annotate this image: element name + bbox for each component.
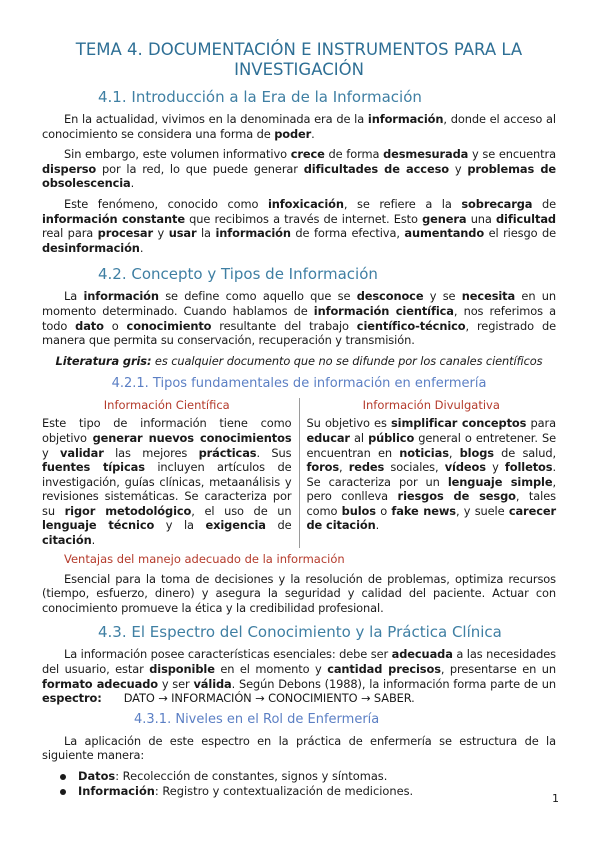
text-run: a las necesidades del usuario, estar xyxy=(42,647,556,677)
emphasis: aumentando xyxy=(404,226,485,241)
emphasis: redes xyxy=(348,460,385,475)
section-4-1-paragraph-2 xyxy=(42,147,556,191)
emphasis: bulos xyxy=(341,503,376,518)
list-item-text: : Recolección de constantes, signos y síntomas. xyxy=(115,769,388,783)
emphasis: exigencia xyxy=(205,518,266,533)
text-run: que recibimos a través de internet. Esto xyxy=(184,211,423,226)
list-item xyxy=(58,769,556,784)
emphasis: desmesurada xyxy=(383,147,469,162)
text-run: Su objetivo es xyxy=(306,416,391,431)
information-types-columns xyxy=(42,398,556,547)
emphasis: espectro: xyxy=(42,691,102,706)
emphasis: información científica xyxy=(313,303,454,318)
divulgative-information-text xyxy=(307,416,557,533)
text-run: . xyxy=(91,533,96,548)
text-run: , nos referimos a todo xyxy=(42,303,556,333)
text-run: el riesgo de xyxy=(484,226,556,241)
grey-literature-definition xyxy=(42,354,556,369)
emphasis: necesita xyxy=(461,289,516,304)
text-run: . Se caracteriza por un xyxy=(306,460,556,489)
emphasis: simplificar conceptos xyxy=(390,416,527,431)
emphasis: crece xyxy=(290,147,325,162)
emphasis: rigor metodológico xyxy=(64,503,192,518)
section-4-2-1-heading: 4.2.1. Tipos fundamentales de información en enfermería xyxy=(111,376,487,392)
emphasis: riesgos de sesgo xyxy=(397,489,516,504)
emphasis: usar xyxy=(168,226,197,241)
emphasis: infoxicación xyxy=(267,196,344,211)
text-run: o xyxy=(103,318,127,333)
text-run: y se xyxy=(423,289,462,304)
text-run: de forma efectiva, xyxy=(290,226,405,241)
divulgative-information-column xyxy=(300,398,557,547)
list-item-term: Datos xyxy=(78,769,116,783)
emphasis: desconoce xyxy=(356,289,424,304)
text-run: real para xyxy=(42,226,98,241)
emphasis: generar nuevos conocimientos xyxy=(92,430,292,445)
divulgative-information-heading: Información Divulgativa xyxy=(362,398,500,413)
emphasis: conocimiento xyxy=(126,318,212,333)
text-run: una xyxy=(466,211,496,226)
section-4-2-heading: 4.2. Concepto y Tipos de Información xyxy=(98,265,378,284)
text-run: o xyxy=(375,503,392,518)
emphasis: fuentes típicas xyxy=(42,460,145,475)
text-run: En la actualidad, vivimos en la denominada era de la xyxy=(64,112,368,126)
section-4-3-1-intro: La aplicación de este espectro en la práctica de enfermería se estructura de la siguiente manera: xyxy=(42,733,556,763)
nursing-levels-list xyxy=(42,769,556,799)
emphasis: disponible xyxy=(149,662,215,677)
text-run: Este fenómeno, conocido como xyxy=(64,196,268,211)
emphasis: disperso xyxy=(42,161,97,176)
emphasis: cantidad precisos xyxy=(327,662,441,677)
text-run: al xyxy=(349,430,369,445)
text-run: . Según Debons (1988), la información forma parte de un xyxy=(231,676,556,691)
text-run: , xyxy=(448,445,460,460)
section-4-1-heading: 4.1. Introducción a la Era de la Información xyxy=(98,88,422,106)
emphasis: blogs xyxy=(459,445,494,460)
emphasis: información xyxy=(367,112,444,126)
text-run: . xyxy=(375,518,380,533)
emphasis: formato adecuado xyxy=(42,676,158,691)
text-run: de salud, xyxy=(493,445,556,460)
emphasis: problemas de obsolescencia xyxy=(42,161,557,191)
emphasis: información constante xyxy=(42,211,185,226)
emphasis: prácticas xyxy=(198,445,257,460)
text-run: La xyxy=(64,289,84,304)
text-run: . Sus xyxy=(256,445,292,460)
section-4-3-heading: 4.3. El Espectro del Conocimiento y la Práctica Clínica xyxy=(98,623,502,642)
section-4-1-paragraph-3 xyxy=(42,197,556,255)
text-run: . xyxy=(139,240,144,255)
text-run: , y suele xyxy=(455,503,509,518)
grey-literature-text: es cualquier documento que no se difunde por los canales científicos xyxy=(151,353,543,368)
text-run: y ser xyxy=(158,676,194,691)
emphasis: vídeos xyxy=(444,460,486,475)
text-run: en un momento determinado. Cuando hablamos de xyxy=(42,289,556,318)
emphasis: citación xyxy=(42,533,92,548)
text-run: , presentarse en un xyxy=(440,662,557,677)
document-page xyxy=(42,40,556,799)
emphasis: foros xyxy=(306,460,340,475)
scientific-information-column xyxy=(42,398,300,547)
emphasis: noticias xyxy=(399,445,449,460)
emphasis: carecer de citación xyxy=(306,503,556,533)
emphasis: poder xyxy=(274,126,312,141)
text-run: incluyen artículos de investigación, guías clínicas, metaanálisis y revisiones sistemáticas. Se caracteriza por su xyxy=(42,460,292,518)
text-run: y xyxy=(448,161,468,176)
text-run: las mejores xyxy=(103,445,199,460)
section-4-2-paragraph-1 xyxy=(42,289,556,347)
text-run: , pero conlleva xyxy=(306,474,557,504)
list-item-text: : Registro y contextualización de mediciones. xyxy=(154,784,414,798)
text-run: y xyxy=(42,445,61,460)
text-run: resultante del trabajo xyxy=(211,318,357,333)
knowledge-spectrum-flow: DATO → INFORMACIÓN → CONOCIMIENTO → SABER. xyxy=(123,691,415,706)
emphasis: válida xyxy=(193,676,232,691)
text-run: , registrado de manera que permita su conservación, recuperación y transmisión. xyxy=(42,318,556,348)
text-run: , xyxy=(339,460,349,475)
text-run: sociales, xyxy=(384,460,445,475)
emphasis: información xyxy=(215,226,291,241)
emphasis: lenguaje simple xyxy=(447,474,553,489)
text-run: por la red, lo que puede generar xyxy=(96,161,304,176)
text-run: para xyxy=(526,416,556,431)
text-run: en el momento y xyxy=(214,662,328,677)
text-run: de xyxy=(265,518,292,533)
emphasis: dato xyxy=(75,318,104,333)
page-number: 1 xyxy=(552,792,559,805)
emphasis: información xyxy=(83,289,159,304)
text-run: Sin embargo, este volumen informativo xyxy=(64,147,291,162)
emphasis: lenguaje técnico xyxy=(42,518,155,533)
section-4-3-1-heading: 4.3.1. Niveles en el Rol de Enfermería xyxy=(134,711,380,727)
text-run: y la xyxy=(154,518,206,533)
scientific-information-heading: Información Científica xyxy=(103,398,230,413)
emphasis: educar xyxy=(306,430,350,445)
emphasis: desinformación xyxy=(42,240,140,255)
grey-literature-label: Literatura gris: xyxy=(55,353,152,368)
emphasis: dificultades de acceso xyxy=(303,161,449,176)
emphasis: científico-técnico xyxy=(356,318,466,333)
document-title: TEMA 4. DOCUMENTACIÓN E INSTRUMENTOS PARA LA INVESTIGACIÓN xyxy=(75,40,523,79)
text-run: de xyxy=(532,196,557,211)
section-4-1-paragraph-1 xyxy=(42,112,556,141)
text-run: Este tipo de información tiene como objetivo xyxy=(42,416,292,445)
text-run: . xyxy=(130,176,135,191)
list-item-term: Información xyxy=(78,784,155,798)
emphasis: adecuada xyxy=(391,647,453,662)
advantages-paragraph: Esencial para la toma de decisiones y la resolución de problemas, optimiza recursos (tiempo, esfuerzo, dinero) y asegura la seguridad y calidad del paciente. Actuar con conocimiento promueve la ética y la credibilidad profesional. xyxy=(42,571,556,615)
scientific-information-text xyxy=(42,416,292,547)
text-run: , donde el acceso al conocimiento se considera una forma de xyxy=(42,112,556,141)
emphasis: validar xyxy=(60,445,104,460)
text-run: la xyxy=(196,226,216,241)
emphasis: público xyxy=(368,430,415,445)
emphasis: folletos xyxy=(504,460,553,475)
list-item xyxy=(58,784,556,799)
section-4-3-paragraph-1 xyxy=(42,647,556,705)
text-run: y xyxy=(153,226,169,241)
text-run: , el uso de un xyxy=(191,503,292,518)
text-run: general o entretener. Se encuentran en xyxy=(306,430,556,460)
advantages-heading: Ventajas del manejo adecuado de la información xyxy=(64,551,345,566)
text-run: . xyxy=(311,126,315,141)
text-run: , tales como xyxy=(306,489,556,518)
emphasis: dificultad xyxy=(496,211,556,226)
emphasis: fake news xyxy=(391,503,456,518)
text-run: y xyxy=(485,460,505,475)
emphasis: procesar xyxy=(97,226,154,241)
emphasis: sobrecarga xyxy=(461,196,533,211)
text-run: de forma xyxy=(324,147,384,162)
text-run: , se refiere a la xyxy=(343,196,462,211)
text-run: La información posee características esenciales: debe ser xyxy=(64,647,392,662)
text-run: y se encuentra xyxy=(468,147,556,162)
text-run: se define como aquello que se xyxy=(158,289,357,304)
emphasis: genera xyxy=(422,211,467,226)
